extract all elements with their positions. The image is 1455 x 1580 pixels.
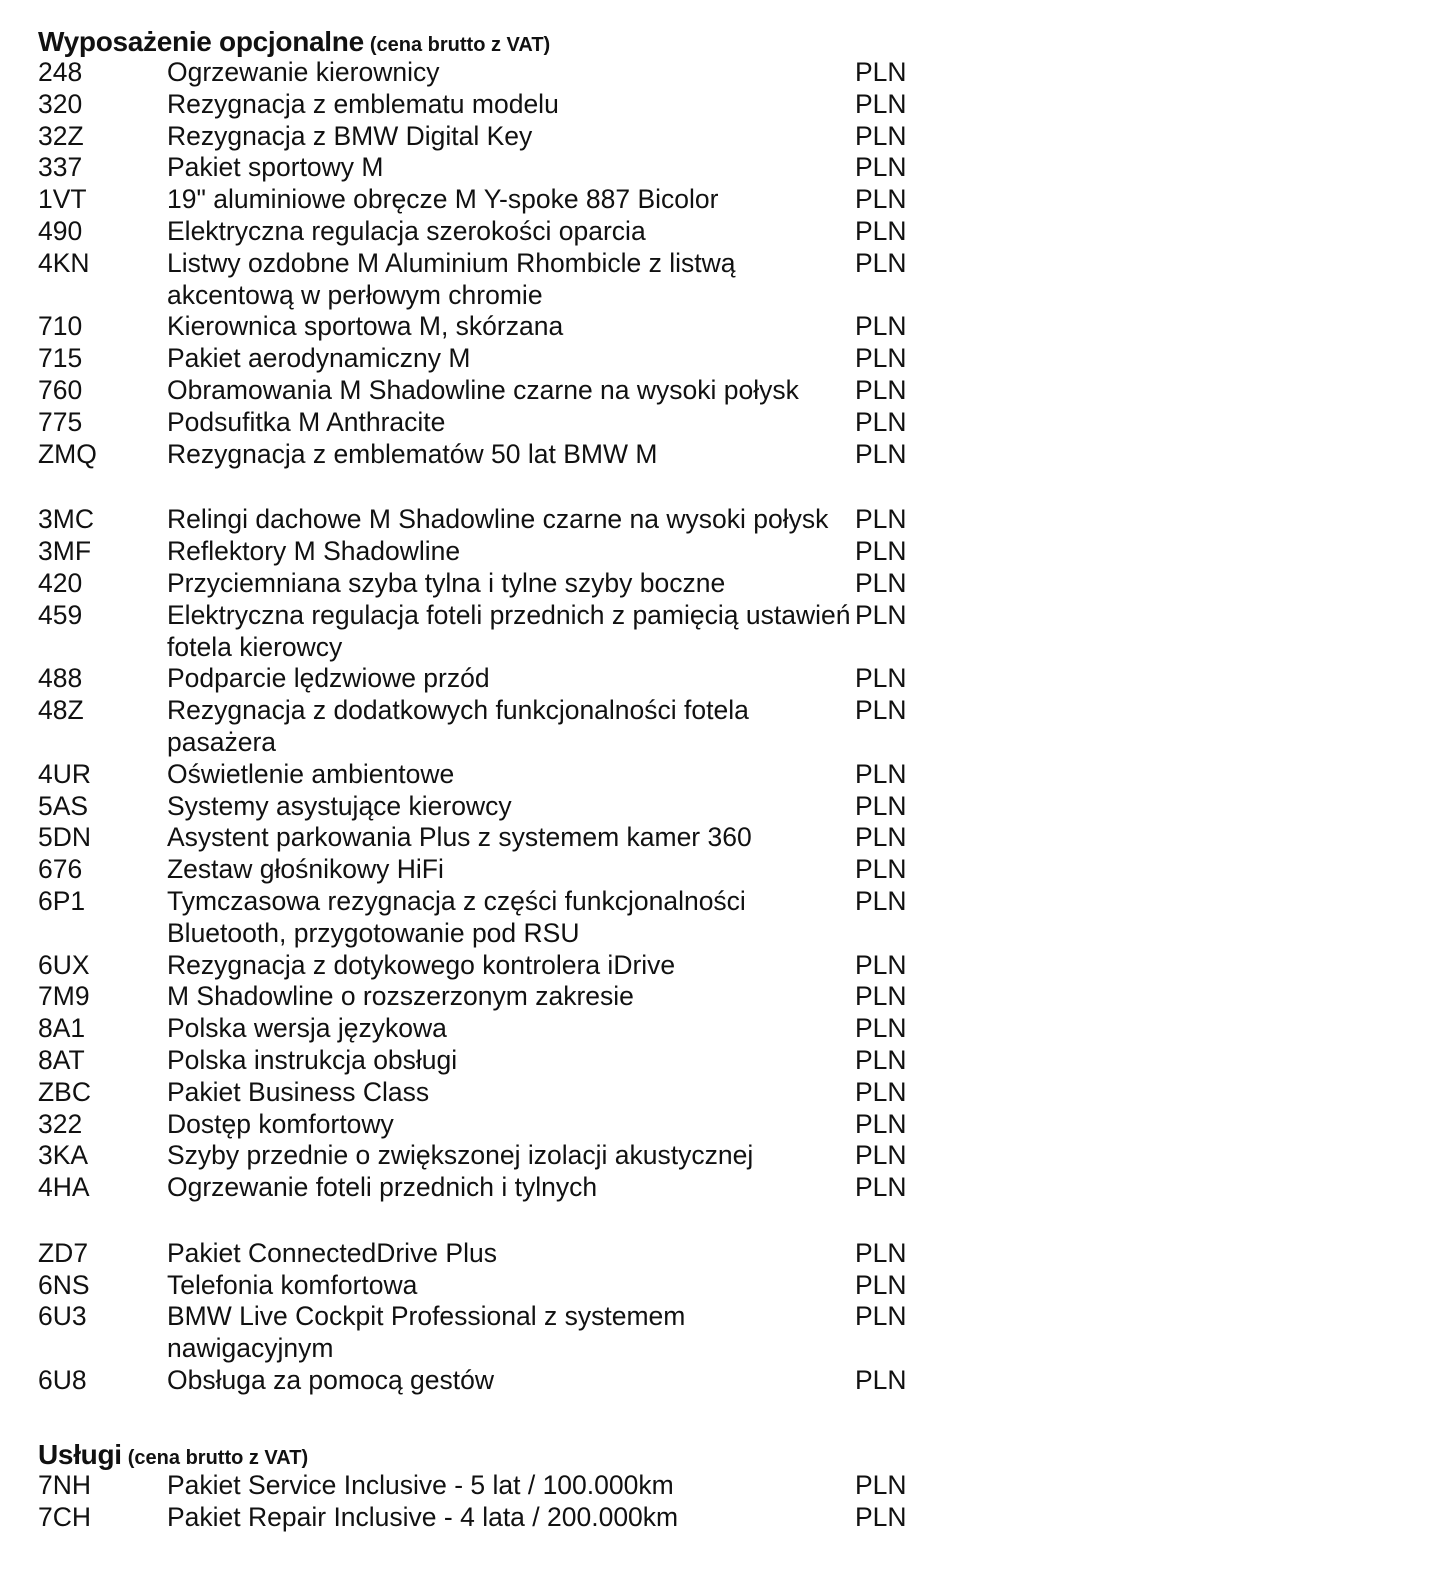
price-currency: PLN (855, 343, 907, 374)
table-row (38, 89, 1138, 121)
table-row (38, 854, 1138, 886)
option-description: Elektryczna regulacja szerokości oparcia (167, 215, 646, 246)
option-description: Polska instrukcja obsługi (167, 1044, 458, 1075)
table-row (38, 311, 1138, 343)
table-row (38, 886, 1138, 950)
option-description: Relingi dachowe M Shadowline czarne na wysoki połysk (167, 504, 829, 535)
table-row (38, 536, 1138, 568)
table-row (38, 759, 1138, 791)
table-row (38, 121, 1138, 153)
table-row (38, 1238, 1138, 1270)
option-description: Obramowania M Shadowline czarne na wysoki połysk (167, 374, 799, 405)
option-code: 420 (38, 567, 83, 598)
price-currency: PLN (855, 1269, 907, 1300)
table-row (38, 791, 1138, 823)
option-description: Podsufitka M Anthracite (167, 406, 446, 437)
table-row (38, 57, 1138, 89)
table-row (38, 504, 1138, 536)
option-code: ZMQ (38, 438, 97, 469)
option-description: 19" aluminiowe obręcze M Y-spoke 887 Bicolor (167, 184, 719, 215)
option-description: Podparcie lędzwiowe przód (167, 663, 490, 694)
price-currency: PLN (855, 1237, 907, 1268)
option-description: Przyciemniana szyba tylna i tylne szyby boczne (167, 567, 726, 598)
optional-equipment-subtitle: (cena brutto z VAT) (369, 34, 551, 56)
option-description: Tymczasowa rezygnacja z części funkcjonalności Bluetooth, przygotowanie pod RSU (167, 885, 746, 948)
option-description: Kierownica sportowa M, skórzana (167, 311, 564, 342)
option-description: Obsługa za pomocą gestów (167, 1365, 495, 1396)
option-description: Rezygnacja z dotykowego kontrolera iDrive (167, 949, 676, 980)
option-description: Polska wersja językowa (167, 1013, 447, 1044)
optional-equipment-group-1 (38, 57, 1138, 470)
option-description: Asystent parkowania Plus z systemem kamer 360 (167, 822, 752, 853)
table-row (38, 600, 1138, 664)
option-code: 7NH (38, 1469, 92, 1500)
option-code: 322 (38, 1108, 83, 1139)
option-code: 6U3 (38, 1301, 87, 1332)
price-currency: PLN (855, 695, 907, 726)
option-description: Ogrzewanie foteli przednich i tylnych (167, 1172, 598, 1203)
price-currency: PLN (855, 854, 907, 885)
table-row (38, 343, 1138, 375)
price-currency: PLN (855, 1076, 907, 1107)
option-description: Listwy ozdobne M Aluminium Rhombicle z listwą akcentową w perłowym chromie (167, 247, 736, 310)
option-code: 715 (38, 343, 83, 374)
price-currency: PLN (855, 822, 907, 853)
table-row (38, 663, 1138, 695)
option-description: Pakiet sportowy M (167, 152, 384, 183)
price-currency: PLN (855, 758, 907, 789)
option-code: ZBC (38, 1076, 91, 1107)
table-row (38, 248, 1138, 312)
option-description: Pakiet Service Inclusive - 5 lat / 100.000km (167, 1469, 674, 1500)
option-description: Pakiet ConnectedDrive Plus (167, 1237, 497, 1268)
services-subtitle: (cena brutto z VAT) (127, 1446, 309, 1469)
price-currency: PLN (855, 406, 907, 437)
price-currency: PLN (855, 247, 907, 278)
option-code: 676 (38, 854, 83, 885)
table-row (38, 695, 1138, 759)
table-row (38, 1502, 1138, 1534)
price-currency: PLN (855, 790, 907, 821)
price-currency: PLN (855, 1365, 907, 1396)
price-currency: PLN (855, 599, 907, 630)
option-code: 3MF (38, 536, 91, 567)
price-currency: PLN (855, 311, 907, 342)
optional-equipment-group-2 (38, 504, 1138, 1204)
services-heading (38, 1439, 1138, 1470)
watermark-fade (0, 1540, 300, 1580)
option-code: 6NS (38, 1269, 90, 1300)
price-list-document (38, 26, 1138, 1533)
option-description: Telefonia komfortowa (167, 1269, 418, 1300)
option-code: 760 (38, 374, 83, 405)
table-row (38, 822, 1138, 854)
price-currency: PLN (855, 152, 907, 183)
price-currency: PLN (855, 1469, 907, 1500)
table-row (38, 1013, 1138, 1045)
price-currency: PLN (855, 567, 907, 598)
price-currency: PLN (855, 215, 907, 246)
option-description: Szyby przednie o zwiększonej izolacji akustycznej (167, 1140, 754, 1171)
option-code: 775 (38, 406, 83, 437)
services-title: Usługi (38, 1438, 122, 1470)
option-description: Pakiet Repair Inclusive - 4 lata / 200.000km (167, 1501, 679, 1532)
price-currency: PLN (855, 438, 907, 469)
option-code: 320 (38, 88, 83, 119)
table-row (38, 1301, 1138, 1365)
option-code: 5AS (38, 790, 89, 821)
option-code: 490 (38, 215, 83, 246)
option-code: 6U8 (38, 1365, 87, 1396)
section-spacer (38, 1397, 1138, 1439)
option-code: 1VT (38, 184, 87, 215)
option-code: 3MC (38, 504, 94, 535)
table-row (38, 1045, 1138, 1077)
price-currency: PLN (855, 1140, 907, 1171)
option-code: 7CH (38, 1501, 92, 1532)
option-description: Systemy asystujące kierowcy (167, 790, 512, 821)
option-description: M Shadowline o rozszerzonym zakresie (167, 981, 634, 1012)
price-currency: PLN (855, 504, 907, 535)
price-currency: PLN (855, 536, 907, 567)
group-spacer (38, 470, 1138, 504)
option-code: 8A1 (38, 1013, 86, 1044)
price-currency: PLN (855, 1301, 907, 1332)
table-row (38, 981, 1138, 1013)
option-description: Ogrzewanie kierownicy (167, 57, 440, 87)
table-row (38, 950, 1138, 982)
option-description: Pakiet Business Class (167, 1076, 430, 1107)
table-row (38, 216, 1138, 248)
price-currency: PLN (855, 88, 907, 119)
option-code: 4UR (38, 758, 92, 789)
option-code: 6P1 (38, 885, 86, 916)
table-row (38, 375, 1138, 407)
price-currency: PLN (855, 1501, 907, 1532)
price-currency: PLN (855, 1172, 907, 1203)
price-currency: PLN (855, 885, 907, 916)
option-code: 337 (38, 152, 83, 183)
option-description: Pakiet aerodynamiczny M (167, 343, 471, 374)
option-code: 8AT (38, 1044, 85, 1075)
option-description: BMW Live Cockpit Professional z systemem nawigacyjnym (167, 1301, 686, 1364)
optional-equipment-title: Wyposażenie opcjonalne (38, 26, 364, 57)
option-code: 4HA (38, 1172, 90, 1203)
services-list (38, 1470, 1138, 1534)
table-row (38, 1365, 1138, 1397)
price-currency: PLN (855, 981, 907, 1012)
price-currency: PLN (855, 1044, 907, 1075)
option-description: Oświetlenie ambientowe (167, 758, 455, 789)
table-row (38, 1172, 1138, 1204)
table-row (38, 439, 1138, 471)
option-description: Elektryczna regulacja foteli przednich z pamięcią ustawień fotela kierowcy (167, 599, 851, 662)
option-code: ZD7 (38, 1237, 89, 1268)
option-code: 248 (38, 57, 83, 87)
option-code: 4KN (38, 247, 90, 278)
option-description: Dostęp komfortowy (167, 1108, 394, 1139)
option-code: 710 (38, 311, 83, 342)
option-code: 32Z (38, 120, 84, 151)
option-code: 7M9 (38, 981, 90, 1012)
option-code: 6UX (38, 949, 90, 980)
table-row (38, 1270, 1138, 1302)
option-code: 459 (38, 599, 83, 630)
option-description: Zestaw głośnikowy HiFi (167, 854, 444, 885)
price-currency: PLN (855, 949, 907, 980)
optional-equipment-group-3 (38, 1238, 1138, 1397)
option-description: Rezygnacja z dodatkowych funkcjonalności fotela pasażera (167, 695, 749, 757)
option-code: 5DN (38, 822, 92, 853)
table-row (38, 1077, 1138, 1109)
option-description: Reflektory M Shadowline (167, 536, 461, 567)
price-currency: PLN (855, 57, 907, 87)
price-currency: PLN (855, 374, 907, 405)
table-row (38, 1140, 1138, 1172)
option-code: 488 (38, 663, 83, 694)
option-code: 3KA (38, 1140, 89, 1171)
option-description: Rezygnacja z BMW Digital Key (167, 120, 533, 151)
option-description: Rezygnacja z emblematów 50 lat BMW M (167, 438, 658, 469)
optional-equipment-heading (38, 26, 1138, 57)
table-row (38, 568, 1138, 600)
price-currency: PLN (855, 1108, 907, 1139)
price-currency: PLN (855, 120, 907, 151)
table-row (38, 407, 1138, 439)
option-code: 48Z (38, 695, 84, 726)
price-currency: PLN (855, 184, 907, 215)
table-row (38, 1109, 1138, 1141)
table-row (38, 152, 1138, 184)
table-row (38, 1470, 1138, 1502)
group-spacer (38, 1204, 1138, 1238)
table-row (38, 184, 1138, 216)
price-currency: PLN (855, 1013, 907, 1044)
price-currency: PLN (855, 663, 907, 694)
option-description: Rezygnacja z emblematu modelu (167, 88, 559, 119)
